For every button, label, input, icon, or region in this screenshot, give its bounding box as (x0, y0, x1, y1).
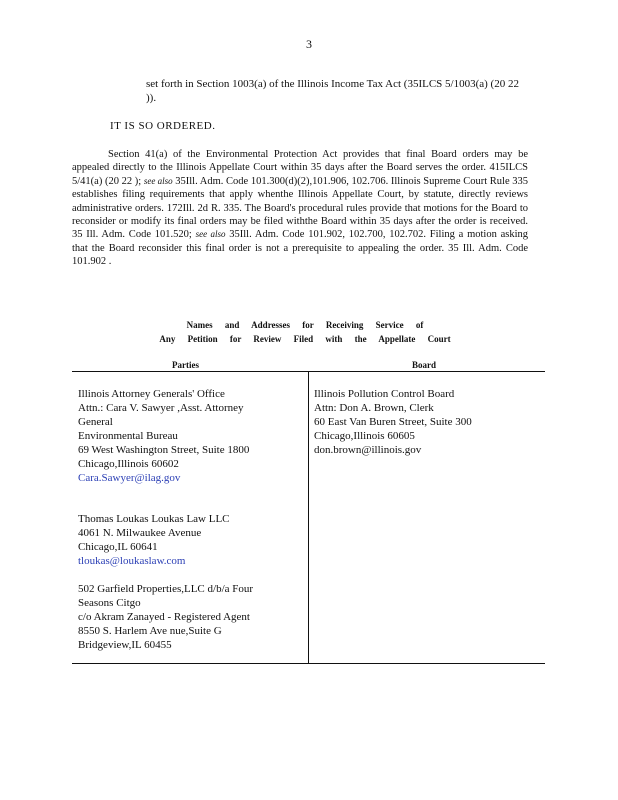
so-ordered-line: IT IS SO ORDERED. (110, 120, 216, 132)
party-line: Chicago,Illinois 60602 (78, 458, 179, 470)
party-line: 69 West Washington Street, Suite 1800 (78, 444, 250, 456)
party-line: c/o Akram Zanayed - Registered Agent (78, 611, 250, 623)
board-email[interactable]: don.brown@illinois.gov (314, 444, 422, 456)
party-line: 8550 S. Harlem Ave nue,Suite G (78, 625, 222, 637)
party-line: Chicago,IL 60641 (78, 541, 158, 553)
party-line: Thomas Loukas Loukas Law LLC (78, 513, 230, 525)
board-line: Chicago,Illinois 60605 (314, 430, 415, 442)
party-garfield-properties (78, 582, 304, 652)
board-line: 60 East Van Buren Street, Suite 300 (314, 416, 472, 428)
column-heading-parties: Parties (172, 360, 199, 370)
party-email-link[interactable]: Cara.Sawyer@ilag.gov (78, 472, 181, 484)
party-line: Attn.: Cara V. Sawyer ,Asst. Attorney (78, 402, 244, 414)
service-heading-line-2: Any Petition for Review Filed with the Appellate Court (159, 334, 451, 344)
page-number: 3 (306, 37, 312, 51)
board-line: Attn: Don A. Brown, Clerk (314, 402, 434, 414)
notice-text-part-1: Section 41(a) of the Environmental Protection Act provides that final Board orders may be appealed directly to the Illinois Appellate Court within 35 days after the Board serves the order. 415ILCS 5/41(a) (20 22 ); (72, 149, 528, 187)
party-line: 502 Garfield Properties,LLC d/b/a Four (78, 583, 254, 595)
table-column-divider (308, 371, 309, 664)
board-line: Illinois Pollution Control Board (314, 388, 455, 400)
service-table-heading (150, 318, 460, 346)
indent-paragraph: set forth in Section 1003(a) of the Illinois Income Tax Act (35ILCS 5/1003(a) (20 22 )). (146, 78, 519, 104)
see-also-citation-1: see also (143, 175, 173, 186)
party-email-link[interactable]: tloukas@loukaslaw.com (78, 555, 186, 567)
party-line: Illinois Attorney Generals' Office (78, 388, 225, 400)
party-attorney-general (78, 387, 304, 485)
see-also-citation-2: see also (195, 229, 226, 240)
party-line: Environmental Bureau (78, 430, 178, 442)
notice-text-part-2: 35Ill. Adm. Code 101.300(d)(2),101.906, 102.706. Illinois Supreme Court Rule 335 establishes filing requirements that apply whenthe Illinois Appellate Court, by statute, directly reviews administrative orders. 172Ill. 2d R. 335. The Board's procedural rules provide that motions for the Board to reconsider or modify its final orders may be filed withthe Board within 35 days after the order is received. 35 Ill. Adm. Code 101.520; (72, 175, 529, 241)
board-pollution-control (314, 387, 540, 457)
column-heading-board: Board (412, 360, 437, 370)
party-loukas-law (78, 512, 304, 568)
service-heading-line-1: Names and Addresses for Receiving Service of (186, 320, 424, 330)
party-line: Seasons Citgo (78, 597, 141, 609)
appeal-notice-paragraph (72, 148, 528, 269)
notice-text-part-3: 35Ill. Adm. Code 101.902, 102.700, 102.702. Filing a motion asking that the Board reconsider this final order is not a prerequisite to appealing the order. 35 Ill. Adm. Code 101.902 . (72, 229, 529, 268)
table-bottom-rule (72, 663, 545, 664)
party-line: Bridgeview,IL 60455 (78, 639, 172, 651)
party-line: General (78, 416, 113, 428)
party-line: 4061 N. Milwaukee Avenue (78, 527, 202, 539)
